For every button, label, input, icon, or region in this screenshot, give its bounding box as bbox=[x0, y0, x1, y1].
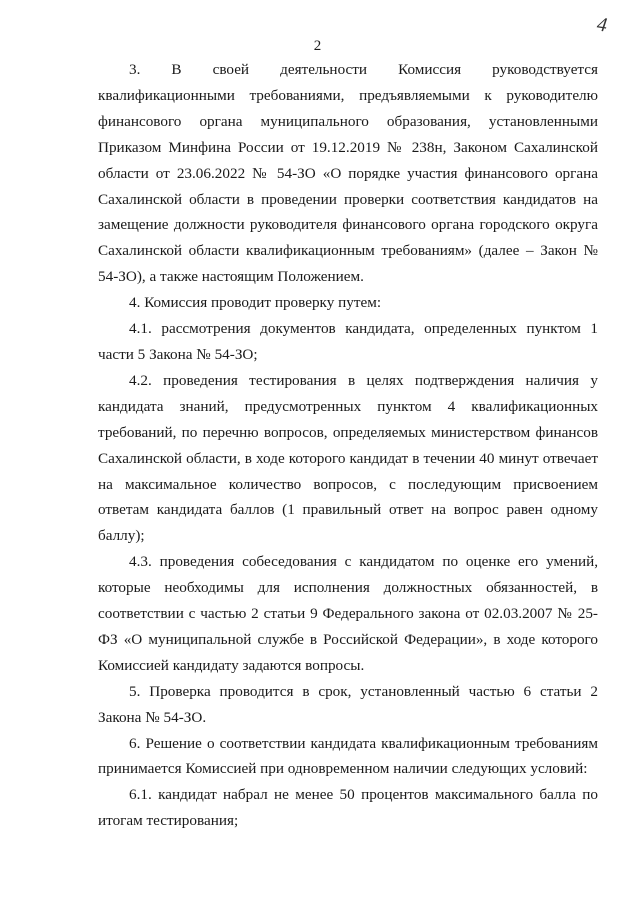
paragraph-4: 4. Комиссия проводит проверку путем: bbox=[129, 294, 382, 312]
paragraph-5: 5. Проверка проводится в срок, установленный частью 6 статьи 2 Закона № 54-ЗО. bbox=[98, 682, 598, 726]
paragraph-4-1: 4.1. рассмотрения документов кандидата, определенных пунктом 1 части 5 Закона № 54-ЗО; bbox=[98, 320, 598, 363]
paragraph-4-3: 4.3. проведения собеседования с кандидатом по оценке его умений, которые необходимы для исполнения должностных обязанностей, в соответствии с частью 2 статьи 9 Федерального закона от 02.03.2007 № 25-ФЗ «О муниципальной службе в Российской Федерации», в ходе которого Комиссией кандидату задаются вопросы. bbox=[98, 553, 598, 674]
paragraph-6: 6. Решение о соответствии кандидата квалификационным требованиям принимается Комиссией при одновременном наличии следующих условий: bbox=[98, 734, 598, 778]
page-number: 2 bbox=[313, 38, 322, 54]
paragraph-4-2: 4.2. проведения тестирования в целях подтверждения наличия у кандидата знаний, предусмотренных пунктом 4 квалификационных требований, по перечню вопросов, определяемых министерством финансов Сахалинской области, в ходе которого кандидат в течении 40 минут отвечает на максимальное количество вопросов, с последующим присвоением ответам кандидата баллов (1 правильный ответ на вопрос равен одному баллу); bbox=[98, 371, 598, 545]
paragraph-6-1: 6.1. кандидат набрал не менее 50 процентов максимального балла по итогам тестирования; bbox=[98, 786, 598, 830]
paragraph-3: 3. В своей деятельности Комиссия руководствуется квалификационными требованиями, предъявляемыми к руководителю финансового органа муниципального образования, установленными Приказом Минфина России от 19.12.2019 № 238н, Законом Сахалинской области от 23.06.2022 № 54-ЗО «О порядке участия финансового органа Сахалинской области в проведении проверки соответствия кандидатов на замещение должности руководителя финансового органа городского округа Сахалинской области квалификационным требованиям» (далее – Закон № 54-ЗО), а также настоящим Положением. bbox=[98, 61, 598, 286]
document-body bbox=[98, 57, 598, 834]
handwritten-page-mark: 4 bbox=[595, 13, 609, 37]
